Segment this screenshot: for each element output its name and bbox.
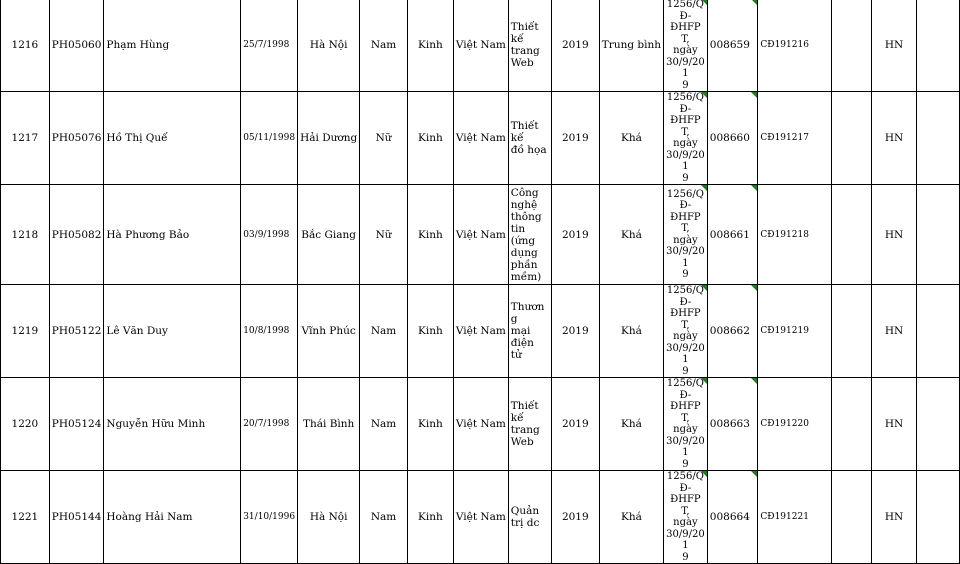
major-line: Thiết kế: [510, 400, 539, 424]
registry-number[interactable]: CĐ191219: [758, 285, 831, 378]
major-line: nghệ: [510, 198, 538, 211]
decision-number-line: ngày: [673, 234, 698, 246]
empty-cell[interactable]: [917, 285, 960, 378]
graduation-year[interactable]: 2019: [551, 185, 599, 285]
major-line: phần: [510, 258, 538, 271]
decision-number-line: ngày: [673, 138, 698, 149]
decision-number-line: 1256/QĐ-: [666, 285, 704, 308]
diploma-number[interactable]: 008659: [707, 0, 758, 92]
major-line: Quản trị dc: [510, 505, 540, 529]
decision-number-line: 1256/QĐ-: [666, 92, 704, 115]
decision-number-line: 30/9/201: [666, 149, 705, 172]
classification[interactable]: Khá: [599, 471, 663, 564]
major-line: mềm): [510, 270, 542, 283]
empty-cell[interactable]: [917, 92, 960, 185]
major-line: tử: [510, 349, 522, 361]
campus[interactable]: HN: [871, 285, 917, 378]
nationality[interactable]: Việt Nam: [453, 92, 508, 185]
campus[interactable]: HN: [871, 0, 917, 92]
major-line: thông tin: [510, 210, 542, 235]
birth-place[interactable]: Vĩnh Phúc: [298, 285, 360, 378]
gender[interactable]: Nam: [360, 378, 408, 471]
diploma-number[interactable]: 008661: [707, 185, 758, 285]
registry-number[interactable]: CĐ191216: [758, 0, 831, 92]
graduation-year[interactable]: 2019: [551, 471, 599, 564]
row-number[interactable]: 1221: [1, 471, 50, 564]
notes[interactable]: [831, 285, 871, 378]
major-line: mại điện: [510, 325, 534, 349]
notes[interactable]: [831, 185, 871, 285]
gender[interactable]: Nam: [360, 285, 408, 378]
birth-place[interactable]: Hà Nội: [298, 471, 360, 564]
empty-cell[interactable]: [917, 471, 960, 564]
student-id[interactable]: PH05144: [49, 471, 104, 564]
major-line: đồ họa: [510, 144, 547, 156]
birth-date[interactable]: 05/11/1998: [241, 92, 298, 185]
decision-number-line: ĐHFPT,: [670, 211, 701, 234]
cell-comment-indicator-icon: [701, 185, 707, 191]
decision-number[interactable]: [664, 285, 708, 378]
birth-place[interactable]: Bắc Giang: [298, 185, 360, 285]
classification[interactable]: Khá: [599, 285, 663, 378]
birth-date[interactable]: 20/7/1998: [241, 378, 298, 471]
birth-date[interactable]: 31/10/1996: [241, 471, 298, 564]
campus[interactable]: HN: [871, 471, 917, 564]
student-id[interactable]: PH05082: [49, 185, 104, 285]
gender[interactable]: Nữ: [360, 92, 408, 185]
birth-date[interactable]: 03/9/1998: [241, 185, 298, 285]
row-number[interactable]: 1220: [1, 378, 50, 471]
empty-cell[interactable]: [917, 0, 960, 92]
table-row: [1, 92, 960, 185]
student-id[interactable]: PH05124: [49, 378, 104, 471]
empty-cell[interactable]: [917, 185, 960, 285]
ethnicity[interactable]: Kinh: [407, 185, 453, 285]
ethnicity[interactable]: Kinh: [407, 0, 453, 92]
major[interactable]: [508, 92, 551, 185]
registry-number[interactable]: CĐ191217: [758, 92, 831, 185]
decision-number-line: 1256/QĐ-: [666, 188, 704, 211]
decision-number[interactable]: [664, 185, 708, 285]
ethnicity[interactable]: Kinh: [407, 378, 453, 471]
birth-date[interactable]: 25/7/1998: [241, 0, 298, 92]
major-line: trang Web: [510, 45, 540, 69]
nationality[interactable]: Việt Nam: [453, 285, 508, 378]
graduation-year[interactable]: 2019: [551, 378, 599, 471]
student-id[interactable]: PH05060: [49, 0, 104, 92]
student-name[interactable]: Phạm Hùng: [104, 0, 241, 92]
table-row: [1, 185, 960, 285]
decision-number-line: 9: [682, 79, 689, 91]
row-number[interactable]: 1219: [1, 285, 50, 378]
major-line: trang Web: [510, 424, 540, 448]
notes[interactable]: [831, 0, 871, 92]
birth-place[interactable]: Hà Nội: [298, 0, 360, 92]
cell-comment-indicator-icon: [751, 0, 757, 5]
major[interactable]: [508, 378, 551, 471]
decision-number-line: ĐHFPT,: [670, 401, 701, 424]
campus[interactable]: HN: [871, 92, 917, 185]
registry-number[interactable]: CĐ191218: [758, 185, 831, 285]
graduation-year[interactable]: 2019: [551, 0, 599, 92]
major-line: Công: [510, 186, 539, 199]
student-id[interactable]: PH05122: [49, 285, 104, 378]
decision-number-line: ngày: [673, 517, 698, 528]
row-number[interactable]: 1217: [1, 92, 50, 185]
graduation-year[interactable]: 2019: [551, 285, 599, 378]
diploma-number[interactable]: 008663: [707, 378, 758, 471]
birth-place[interactable]: Hải Dương: [298, 92, 360, 185]
major[interactable]: [508, 185, 551, 285]
decision-number[interactable]: [664, 0, 708, 92]
cell-comment-indicator-icon: [751, 378, 757, 384]
classification[interactable]: Khá: [599, 185, 663, 285]
student-name[interactable]: Hà Phương Bảo: [104, 185, 241, 285]
diploma-number[interactable]: 008660: [707, 92, 758, 185]
student-name[interactable]: Nguyễn Hữu Minh: [104, 378, 241, 471]
notes[interactable]: [831, 92, 871, 185]
major[interactable]: [508, 471, 551, 564]
birth-date[interactable]: 10/8/1998: [241, 285, 298, 378]
decision-number[interactable]: [664, 92, 708, 185]
empty-cell[interactable]: [917, 378, 960, 471]
decision-number-line: ngày: [673, 331, 698, 342]
diploma-number[interactable]: 008664: [707, 471, 758, 564]
registry-number[interactable]: CĐ191220: [758, 378, 831, 471]
table-row: [1, 471, 960, 564]
decision-number-line: 1256/QĐ-: [666, 378, 704, 401]
decision-number-line: 30/9/201: [666, 56, 705, 79]
student-name[interactable]: Lê Văn Duy: [104, 285, 241, 378]
table-row: [1, 0, 960, 92]
notes[interactable]: [831, 471, 871, 564]
cell-comment-indicator-icon: [701, 378, 707, 384]
campus[interactable]: HN: [871, 378, 917, 471]
nationality[interactable]: Việt Nam: [453, 0, 508, 92]
cell-comment-indicator-icon: [751, 471, 757, 477]
major[interactable]: [508, 0, 551, 92]
decision-number-line: ĐHFPT,: [670, 22, 701, 45]
decision-number-line: ĐHFPT,: [670, 494, 701, 517]
cell-comment-indicator-icon: [751, 92, 757, 98]
cell-comment-indicator-icon: [751, 185, 757, 191]
decision-number-line: 30/9/201: [666, 246, 705, 269]
campus[interactable]: HN: [871, 185, 917, 285]
decision-number-line: ĐHFPT,: [670, 115, 701, 138]
notes[interactable]: [831, 378, 871, 471]
decision-number-line: ngày: [673, 45, 698, 56]
decision-number-line: 30/9/201: [666, 528, 705, 551]
decision-number-line: 30/9/201: [666, 435, 705, 458]
major-line: Thiết kế: [510, 21, 539, 45]
decision-number-line: 9: [682, 458, 689, 470]
major[interactable]: [508, 285, 551, 378]
decision-number-line: 9: [682, 551, 689, 563]
nationality[interactable]: Việt Nam: [453, 185, 508, 285]
gender[interactable]: Nam: [360, 471, 408, 564]
student-name[interactable]: Hồ Thị Quế: [104, 92, 241, 185]
cell-comment-indicator-icon: [701, 0, 707, 5]
diploma-number[interactable]: 008662: [707, 285, 758, 378]
nationality[interactable]: Việt Nam: [453, 378, 508, 471]
cell-comment-indicator-icon: [701, 92, 707, 98]
student-name[interactable]: Hoàng Hải Nam: [104, 471, 241, 564]
major-line: Thiết kế: [510, 120, 539, 144]
birth-place[interactable]: Thái Bình: [298, 378, 360, 471]
decision-number-line: 30/9/201: [666, 342, 705, 365]
decision-number-line: 9: [682, 365, 689, 377]
ethnicity[interactable]: Kinh: [407, 285, 453, 378]
classification[interactable]: Khá: [599, 92, 663, 185]
classification[interactable]: Trung bình: [599, 0, 663, 92]
row-number[interactable]: 1218: [1, 185, 50, 285]
table-row: [1, 378, 960, 471]
decision-number-line: ĐHFPT,: [670, 308, 701, 331]
nationality[interactable]: Việt Nam: [453, 471, 508, 564]
gender[interactable]: Nam: [360, 0, 408, 92]
ethnicity[interactable]: Kinh: [407, 471, 453, 564]
gender[interactable]: Nữ: [360, 185, 408, 285]
decision-number[interactable]: [664, 471, 708, 564]
decision-number-line: ngày: [673, 424, 698, 435]
classification[interactable]: Khá: [599, 378, 663, 471]
registry-number[interactable]: CĐ191221: [758, 471, 831, 564]
ethnicity[interactable]: Kinh: [407, 92, 453, 185]
cell-comment-indicator-icon: [751, 285, 757, 291]
row-number[interactable]: 1216: [1, 0, 50, 92]
table-row: [1, 285, 960, 378]
major-line: Thương: [510, 301, 545, 325]
student-id[interactable]: PH05076: [49, 92, 104, 185]
decision-number-line: 1256/QĐ-: [666, 0, 704, 22]
cell-comment-indicator-icon: [701, 285, 707, 291]
cell-comment-indicator-icon: [701, 471, 707, 477]
major-line: (ứng: [510, 234, 536, 247]
graduation-year[interactable]: 2019: [551, 92, 599, 185]
major-line: dụng: [510, 246, 538, 259]
decision-number[interactable]: [664, 378, 708, 471]
decision-number-line: 1256/QĐ-: [666, 471, 704, 494]
decision-number-line: 9: [682, 269, 689, 280]
decision-number-line: 9: [682, 172, 689, 184]
